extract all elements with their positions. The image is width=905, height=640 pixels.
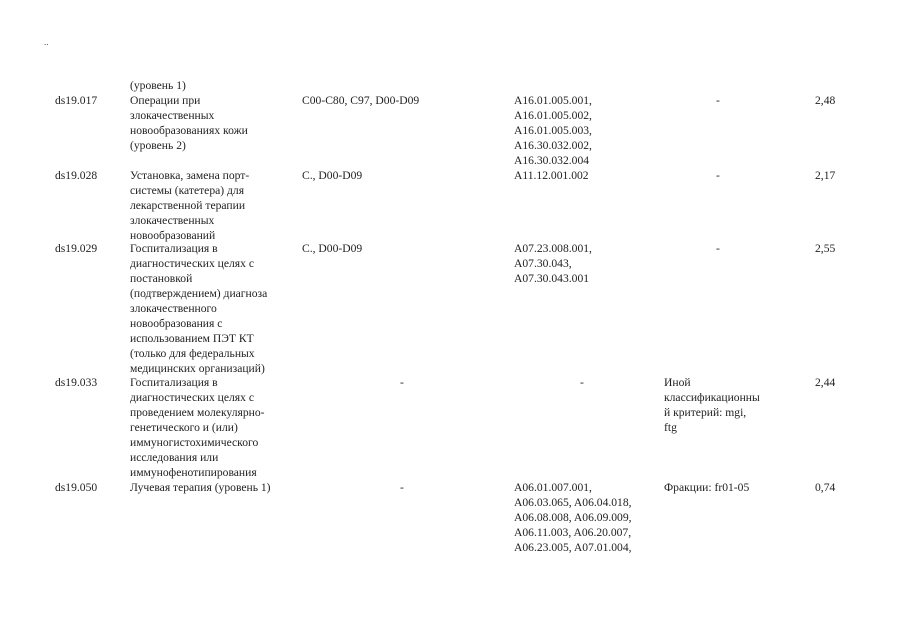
row-service-line: A06.01.007.001, — [514, 481, 592, 494]
row-code: ds19.029 — [55, 242, 98, 255]
row-name-line: (только для федеральных — [130, 347, 255, 360]
row-other-criteria — [664, 375, 760, 435]
row-code: ds19.028 — [55, 169, 98, 182]
row-service-line: A16.30.032.002, — [514, 139, 592, 152]
row-service-line: A07.30.043.001 — [514, 272, 590, 285]
row-name-line: системы (катетера) для — [130, 184, 245, 197]
row-name-line: исследования или — [130, 451, 219, 464]
row-name — [130, 93, 248, 153]
row-name — [130, 375, 264, 480]
row-services — [514, 480, 632, 555]
row-name — [130, 480, 271, 495]
row-services — [514, 168, 589, 183]
row-name-line: проведением молекулярно- — [130, 406, 265, 419]
row-name-line: злокачественного — [130, 302, 217, 315]
row-service-line: A06.23.005, A07.01.004, — [514, 541, 632, 554]
row-mkb-codes: C., D00-D09 — [302, 242, 363, 255]
row-services — [514, 241, 592, 286]
row-other-criteria — [716, 168, 720, 183]
row-service-line: A11.12.001.002 — [514, 169, 589, 182]
row-other-line: Иной — [664, 376, 691, 389]
row-name-line: Лучевая терапия (уровень 1) — [130, 481, 271, 494]
row-name-line: генетического и (или) — [130, 421, 238, 434]
row-name-line: новообразований — [130, 229, 216, 242]
row-name-line: злокачественных — [130, 109, 215, 122]
row-other-criteria — [716, 93, 720, 108]
row-name-line: иммуногистохимического — [130, 436, 259, 449]
row-name-line: Госпитализация в — [130, 376, 218, 389]
row-coefficient: 0,74 — [815, 481, 836, 494]
row-name-line: Операции при — [130, 94, 201, 107]
row-service-line: A16.30.032.004 — [514, 154, 590, 167]
row-other-line: ftg — [664, 421, 677, 434]
row-coefficient: 2,48 — [815, 94, 836, 107]
row-mkb-codes: C., D00-D09 — [302, 169, 363, 182]
row-service-line: A06.03.065, A06.04.018, — [514, 496, 632, 509]
row-service-line: A16.01.005.003, — [514, 124, 592, 137]
row-name — [130, 241, 267, 376]
row-name-line: постановкой — [130, 272, 193, 285]
row-service-line: A07.30.043, — [514, 257, 572, 270]
row-name-line: Установка, замена порт- — [130, 169, 250, 182]
row-name-line: медицинских организаций) — [130, 362, 265, 375]
row-name-line: новообразованиях кожи — [130, 124, 248, 137]
row-coefficient: 2,55 — [815, 242, 836, 255]
row-name — [130, 168, 249, 243]
row-service-line: A06.11.003, A06.20.007, — [514, 526, 632, 539]
row-other-line: - — [716, 94, 720, 107]
row-name-line: иммунофенотипирования — [130, 466, 257, 479]
row-other-criteria — [664, 480, 749, 495]
row-name-line: лекарственной терапии — [130, 199, 246, 212]
row-service-line: A07.23.008.001, — [514, 242, 592, 255]
row-mkb-codes: C00-C80, C97, D00-D09 — [302, 94, 420, 107]
row-name-line: Госпитализация в — [130, 242, 218, 255]
row-name-line: диагностических целях с — [130, 391, 254, 404]
row-name-line: злокачественных — [130, 214, 215, 227]
row-other-line: Фракции: fr01-05 — [664, 481, 750, 494]
row-mkb-codes: - — [400, 376, 404, 389]
row-coefficient: 2,44 — [815, 376, 836, 389]
row-other-line: классификационны — [664, 391, 760, 404]
row-coefficient: 2,17 — [815, 169, 836, 182]
row-service-line: A16.01.005.002, — [514, 109, 592, 122]
row-code: ds19.017 — [55, 94, 98, 107]
continuation-text: (уровень 1) — [130, 79, 186, 92]
row-service-line: A16.01.005.001, — [514, 94, 592, 107]
row-mkb-codes: - — [400, 481, 404, 494]
row-services — [514, 93, 592, 168]
row-services — [580, 375, 584, 390]
row-other-line: - — [716, 169, 720, 182]
row-other-criteria — [716, 241, 720, 256]
row-code: ds19.033 — [55, 376, 98, 389]
row-name-line: новообразования с — [130, 317, 223, 330]
row-service-line: A06.08.008, A06.09.009, — [514, 511, 632, 524]
row-name-line: (подтверждением) диагноза — [130, 287, 268, 300]
row-name-line: диагностических целях с — [130, 257, 254, 270]
row-name-line: (уровень 2) — [130, 139, 186, 152]
row-other-line: й критерий: mgi, — [664, 406, 747, 419]
row-name-line: использованием ПЭТ КТ — [130, 332, 254, 345]
row-service-line: - — [580, 376, 584, 389]
row-code: ds19.050 — [55, 481, 98, 494]
page-corner-mark: .. — [44, 37, 49, 47]
row-other-line: - — [716, 242, 720, 255]
